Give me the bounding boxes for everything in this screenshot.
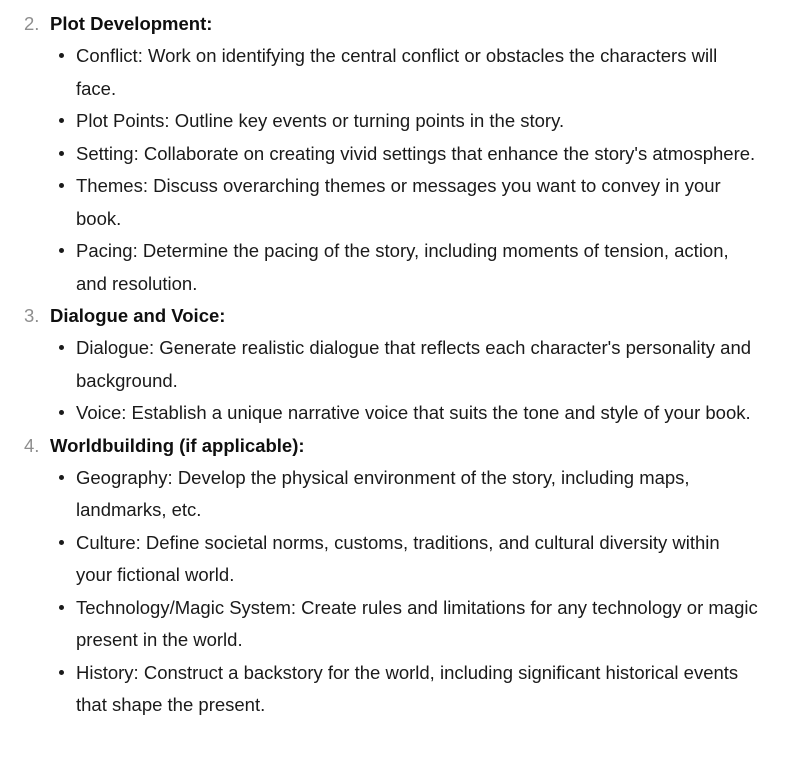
bullet-icon — [59, 670, 64, 675]
bullet-icon — [59, 475, 64, 480]
section-dialogue-and-voice — [0, 300, 800, 430]
section-worldbuilding — [0, 430, 800, 722]
document-body — [0, 8, 800, 722]
list-item-text: Geography: Develop the physical environment of the story, including maps, landmarks, etc. — [76, 466, 690, 520]
section-title: Worldbuilding (if applicable): — [50, 434, 305, 456]
list-item-text: Culture: Define societal norms, customs, traditions, and cultural diversity within your fictional world. — [76, 531, 720, 585]
section-title: Dialogue and Voice: — [50, 305, 226, 326]
list-item — [0, 397, 800, 430]
list-item — [0, 235, 800, 300]
bullet-icon — [59, 410, 64, 415]
list-item — [0, 40, 800, 105]
section-plot-development — [0, 8, 800, 300]
list-item — [0, 170, 800, 235]
list-item-text: Conflict: Work on identifying the central conflict or obstacles the characters will face. — [76, 45, 718, 99]
list-number: 4. — [24, 434, 40, 456]
list-number: 3. — [24, 305, 40, 326]
list-item — [0, 657, 800, 722]
bullet-icon — [59, 183, 64, 188]
list-item — [0, 105, 800, 138]
bullet-icon — [59, 605, 64, 610]
section-heading — [0, 430, 800, 462]
list-item — [0, 332, 800, 397]
list-item-text: Setting: Collaborate on creating vivid settings that enhance the story's atmosphere. — [76, 142, 756, 164]
list-item-text: History: Construct a backstory for the world, including significant historical events that shape the present. — [76, 661, 739, 715]
list-item — [0, 592, 800, 657]
list-item-text: Dialogue: Generate realistic dialogue that reflects each character's personality and background. — [76, 337, 752, 391]
list-item-text: Voice: Establish a unique narrative voice that suits the tone and style of your book. — [76, 402, 751, 423]
bullet-list — [0, 40, 800, 300]
list-item — [0, 462, 800, 527]
bullet-icon — [59, 540, 64, 545]
list-item-text: Themes: Discuss overarching themes or messages you want to convey in your book. — [76, 175, 721, 229]
list-item — [0, 138, 800, 171]
list-item-text: Technology/Magic System: Create rules and limitations for any technology or magic present in the world. — [76, 596, 758, 650]
list-item — [0, 527, 800, 592]
list-item-text: Pacing: Determine the pacing of the story, including moments of tension, action, and resolution. — [76, 240, 729, 294]
bullet-icon — [59, 151, 64, 156]
bullet-icon — [59, 118, 64, 123]
bullet-icon — [59, 345, 64, 350]
section-heading — [0, 8, 800, 40]
bullet-list — [0, 332, 800, 430]
section-heading — [0, 300, 800, 332]
bullet-list — [0, 462, 800, 722]
list-number: 2. — [24, 13, 40, 34]
section-title: Plot Development: — [50, 13, 213, 34]
list-item-text: Plot Points: Outline key events or turning points in the story. — [76, 110, 565, 131]
bullet-icon — [59, 53, 64, 58]
bullet-icon — [59, 248, 64, 253]
